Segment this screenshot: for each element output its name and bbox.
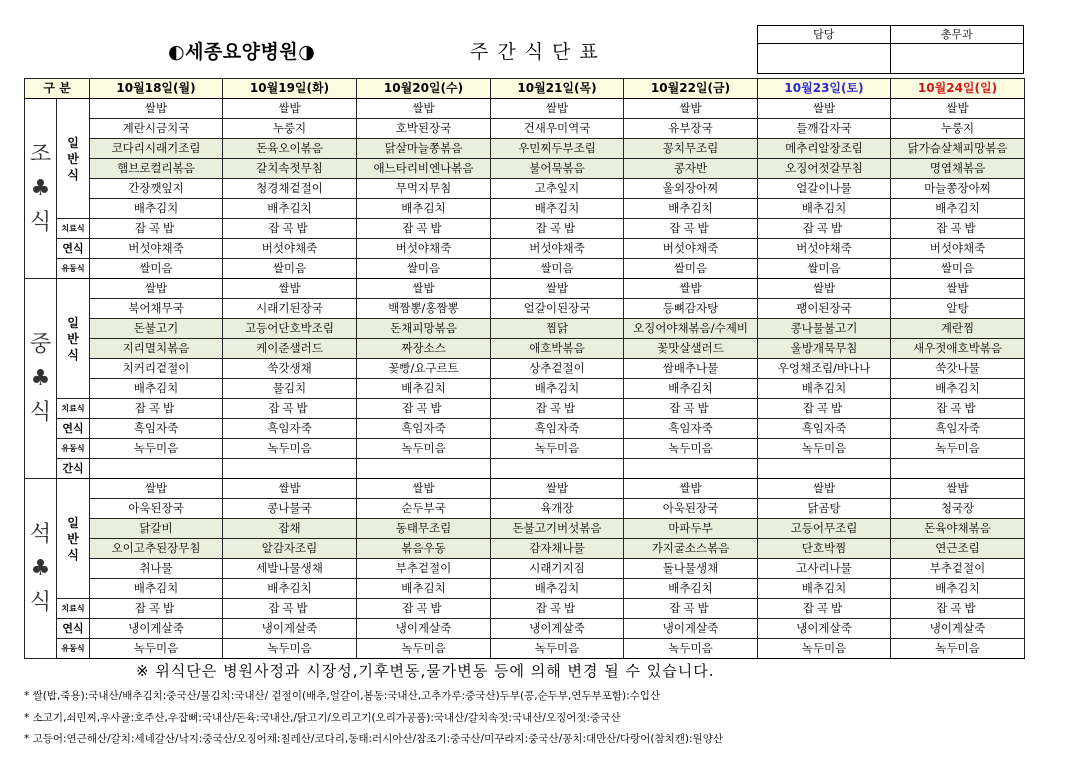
menu-cell: 얼갈이된장국 (491, 299, 624, 319)
menu-cell: 시래기된장국 (223, 299, 357, 319)
meal-label (25, 99, 57, 279)
menu-cell: 닭가슴살채피망볶음 (891, 139, 1025, 159)
menu-cell: 쌀밥 (758, 99, 891, 119)
menu-cell: 코다리시래기조림 (90, 139, 223, 159)
menu-cell: 쑥갓생채 (223, 359, 357, 379)
menu-cell: 간장깻잎지 (90, 179, 223, 199)
menu-cell: 배추김치 (758, 199, 891, 219)
menu-cell: 쌀미음 (891, 259, 1025, 279)
menu-cell: 잡곡밥 (223, 599, 357, 619)
menu-cell: 버섯야채죽 (891, 239, 1025, 259)
menu-cell: 잡곡밥 (624, 219, 758, 239)
day-header-sunday: 10월24일(일) (891, 79, 1025, 99)
menu-cell: 상추겉절이 (491, 359, 624, 379)
menu-cell: 쌀밥 (891, 479, 1025, 499)
menu-cell: 쌀밥 (891, 279, 1025, 299)
menu-cell: 배추김치 (624, 379, 758, 399)
menu-cell: 잡곡밥 (90, 399, 223, 419)
menu-row (25, 319, 1025, 339)
menu-cell: 오이고추된장무침 (90, 539, 223, 559)
menu-cell: 배추김치 (624, 199, 758, 219)
menu-cell: 명엽채볶음 (891, 159, 1025, 179)
menu-cell: 녹두미음 (624, 439, 758, 459)
menu-cell: 시래기지짐 (491, 559, 624, 579)
menu-cell: 물김치 (223, 379, 357, 399)
menu-cell: 흑임자죽 (758, 419, 891, 439)
menu-cell: 쌀밥 (90, 479, 223, 499)
menu-cell: 녹두미음 (891, 439, 1025, 459)
menu-row (25, 619, 1025, 639)
menu-cell: 배추김치 (758, 379, 891, 399)
menu-cell: 버섯야채죽 (758, 239, 891, 259)
menu-cell: 배추김치 (891, 379, 1025, 399)
menu-cell: 쌀밥 (491, 279, 624, 299)
origin-line: * 쌀(밥,죽용):국내산/배추김치:중국산/물김치:국내산/ 겉절이(배추,얼갈이,봄동:국내산,고추가루:중국산)두부(콩,순두부,연두부포함):수입산 (24, 690, 661, 702)
menu-cell: 무먹지무침 (357, 179, 491, 199)
menu-cell: 콩나물불고기 (758, 319, 891, 339)
menu-cell: 녹두미음 (223, 439, 357, 459)
menu-cell: 닭곰탕 (758, 499, 891, 519)
menu-cell: 쌀밥 (758, 479, 891, 499)
menu-cell: 버섯야채죽 (90, 239, 223, 259)
meal-label-char: 식 (29, 399, 52, 425)
menu-cell: 쌀밥 (891, 99, 1025, 119)
menu-cell: 우민찌두부조림 (491, 139, 624, 159)
menu-row (25, 459, 1025, 479)
menu-cell: 쌀밥 (624, 99, 758, 119)
menu-row (25, 159, 1025, 179)
general-diet-char: 일 (67, 515, 79, 530)
menu-cell: 쑥갓나물 (891, 359, 1025, 379)
menu-cell: 육개장 (491, 499, 624, 519)
menu-cell: 우엉채조림/바나나 (758, 359, 891, 379)
menu-cell: 아욱된장국 (90, 499, 223, 519)
meal-label-char: 식 (29, 589, 52, 615)
menu-cell: 배추김치 (357, 379, 491, 399)
menu-cell: 흑임자죽 (624, 419, 758, 439)
menu-cell: 냉이게살죽 (223, 619, 357, 639)
meal-label (25, 479, 57, 659)
menu-cell: 연근조림 (891, 539, 1025, 559)
menu-cell: 잡곡밥 (624, 399, 758, 419)
menu-cell: 청경채겉절이 (223, 179, 357, 199)
menu-row (25, 219, 1025, 239)
menu-cell: 백짬뽕/홍짬뽕 (357, 299, 491, 319)
menu-cell: 닭갈비 (90, 519, 223, 539)
hospital-title: ◐세종요양병원◑ (168, 41, 316, 63)
menu-row (25, 479, 1025, 499)
day-header: 10월21일(목) (491, 79, 624, 99)
menu-cell (357, 459, 491, 479)
menu-cell: 쌀밥 (624, 279, 758, 299)
menu-cell: 버섯야채죽 (223, 239, 357, 259)
menu-cell: 닭살마늘쫑볶음 (357, 139, 491, 159)
menu-cell: 북어채무국 (90, 299, 223, 319)
diet-type-label: 연식 (57, 419, 90, 439)
menu-cell: 냉이게살죽 (357, 619, 491, 639)
menu-cell: 계란시금치국 (90, 119, 223, 139)
approval-col-2-label: 총무과 (891, 26, 1024, 44)
menu-cell: 잡곡밥 (357, 599, 491, 619)
menu-cell: 얼갈이나물 (758, 179, 891, 199)
meal-label-char: ♣ (30, 175, 51, 201)
approval-col-1-label: 담당 (758, 26, 891, 44)
menu-cell: 들깨감자국 (758, 119, 891, 139)
menu-cell: 알감자조림 (223, 539, 357, 559)
menu-cell: 쌀미음 (491, 259, 624, 279)
menu-cell: 흑임자죽 (357, 419, 491, 439)
menu-row (25, 579, 1025, 599)
menu-cell: 배추김치 (491, 579, 624, 599)
menu-cell: 돈육야채볶음 (891, 519, 1025, 539)
menu-cell: 쌀미음 (624, 259, 758, 279)
menu-cell: 녹두미음 (624, 639, 758, 659)
menu-cell: 메추리알장조림 (758, 139, 891, 159)
menu-cell: 쌀밥 (223, 479, 357, 499)
menu-cell: 오징어야채볶음/수제비 (624, 319, 758, 339)
general-diet-char: 식 (67, 347, 79, 362)
menu-cell: 잡곡밥 (491, 219, 624, 239)
menu-row (25, 539, 1025, 559)
general-diet-char: 반 (67, 151, 79, 166)
menu-cell: 잡곡밥 (223, 399, 357, 419)
menu-row (25, 279, 1025, 299)
menu-cell: 쌀미음 (357, 259, 491, 279)
menu-cell: 청국장 (891, 499, 1025, 519)
menu-cell: 호박된장국 (357, 119, 491, 139)
diet-type-label: 연식 (57, 239, 90, 259)
general-diet-char: 일 (67, 135, 79, 150)
menu-cell: 돌나물생채 (624, 559, 758, 579)
menu-cell: 잡곡밥 (758, 399, 891, 419)
menu-cell: 배추김치 (891, 579, 1025, 599)
menu-cell: 쌀밥 (491, 479, 624, 499)
change-notice: ※ 위식단은 병원사정과 시장성,기후변동,물가변동 등에 의해 변경 될 수 있습니다. (136, 662, 715, 680)
menu-cell: 녹두미음 (891, 639, 1025, 659)
menu-row (25, 259, 1025, 279)
menu-cell: 팽이된장국 (758, 299, 891, 319)
menu-cell: 쌀미음 (223, 259, 357, 279)
menu-row (25, 99, 1025, 119)
corner-label: 구 분 (25, 79, 90, 99)
menu-cell: 배추김치 (491, 379, 624, 399)
meal-label-char: 중 (29, 331, 52, 357)
menu-row (25, 239, 1025, 259)
menu-cell: 배추김치 (223, 199, 357, 219)
menu-cell: 돈육오이볶음 (223, 139, 357, 159)
menu-cell: 잡곡밥 (891, 399, 1025, 419)
menu-cell: 고사리나물 (758, 559, 891, 579)
menu-cell: 녹두미음 (357, 639, 491, 659)
menu-cell (90, 459, 223, 479)
diet-type-label: 유동식 (57, 259, 90, 279)
menu-cell: 녹두미음 (758, 639, 891, 659)
menu-cell: 돈채피망볶음 (357, 319, 491, 339)
menu-row (25, 519, 1025, 539)
approval-col-2-sign (891, 44, 1024, 73)
diet-type-label: 유동식 (57, 639, 90, 659)
menu-cell: 돈불고기버섯볶음 (491, 519, 624, 539)
menu-cell (891, 459, 1025, 479)
menu-cell: 쌀밥 (357, 479, 491, 499)
menu-cell: 쌈배추나물 (624, 359, 758, 379)
menu-cell (223, 459, 357, 479)
day-header: 10월22일(금) (624, 79, 758, 99)
general-diet-label (57, 479, 90, 599)
menu-cell: 잡곡밥 (891, 599, 1025, 619)
menu-cell: 녹두미음 (491, 639, 624, 659)
menu-cell: 누룽지 (891, 119, 1025, 139)
menu-cell: 아욱된장국 (624, 499, 758, 519)
menu-cell: 애느타리비엔나볶음 (357, 159, 491, 179)
menu-row (25, 379, 1025, 399)
menu-cell: 녹두미음 (758, 439, 891, 459)
menu-cell: 잡곡밥 (357, 399, 491, 419)
menu-row (25, 359, 1025, 379)
menu-cell: 쌀밥 (223, 99, 357, 119)
menu-row (25, 559, 1025, 579)
diet-type-label: 치료식 (57, 219, 90, 239)
diet-type-label: 간식 (57, 459, 90, 479)
meal-label-char: ♣ (30, 365, 51, 391)
menu-cell: 배추김치 (90, 579, 223, 599)
approval-col-1-sign (758, 44, 891, 73)
menu-row (25, 419, 1025, 439)
menu-cell (758, 459, 891, 479)
menu-cell: 잡곡밥 (758, 219, 891, 239)
menu-cell: 쌀밥 (491, 99, 624, 119)
menu-cell: 콩자반 (624, 159, 758, 179)
menu-cell: 꽃빵/요구르트 (357, 359, 491, 379)
menu-cell: 냉이게살죽 (891, 619, 1025, 639)
menu-row (25, 639, 1025, 659)
menu-cell: 찜닭 (491, 319, 624, 339)
menu-cell: 울외장아찌 (624, 179, 758, 199)
menu-cell: 잡곡밥 (223, 219, 357, 239)
menu-row (25, 339, 1025, 359)
menu-cell: 배추김치 (223, 579, 357, 599)
menu-cell: 녹두미음 (223, 639, 357, 659)
general-diet-char: 반 (67, 531, 79, 546)
menu-cell: 돈불고기 (90, 319, 223, 339)
menu-cell: 흑임자죽 (891, 419, 1025, 439)
menu-cell: 녹두미음 (357, 439, 491, 459)
menu-cell: 애호박볶음 (491, 339, 624, 359)
menu-cell: 새우젓애호박볶음 (891, 339, 1025, 359)
meal-label-char: 석 (29, 521, 52, 547)
menu-row (25, 399, 1025, 419)
menu-cell: 쌀밥 (357, 99, 491, 119)
menu-cell: 쌀미음 (758, 259, 891, 279)
menu-cell: 쌀밥 (624, 479, 758, 499)
approval-box (757, 25, 1024, 74)
meal-label-char: ♣ (30, 555, 51, 581)
meal-label-char: 식 (29, 209, 52, 235)
menu-cell: 잡곡밥 (90, 219, 223, 239)
menu-cell: 세발나물생채 (223, 559, 357, 579)
menu-cell: 배추김치 (90, 199, 223, 219)
menu-cell: 잡곡밥 (491, 399, 624, 419)
menu-cell: 누룽지 (223, 119, 357, 139)
menu-cell: 취나물 (90, 559, 223, 579)
menu-cell: 잡곡밥 (491, 599, 624, 619)
menu-cell: 배추김치 (624, 579, 758, 599)
menu-row (25, 439, 1025, 459)
menu-cell: 잡곡밥 (624, 599, 758, 619)
menu-table (24, 78, 1025, 659)
menu-cell: 볶음우동 (357, 539, 491, 559)
menu-row (25, 119, 1025, 139)
menu-cell: 흑임자죽 (491, 419, 624, 439)
menu-cell: 건새우미역국 (491, 119, 624, 139)
menu-cell: 치커리겉절이 (90, 359, 223, 379)
menu-cell: 감자채나물 (491, 539, 624, 559)
menu-cell: 냉이게살죽 (491, 619, 624, 639)
menu-cell: 계란찜 (891, 319, 1025, 339)
general-diet-char: 반 (67, 331, 79, 346)
day-header-saturday: 10월23일(토) (758, 79, 891, 99)
weekly-menu-title: 주간식단표 (470, 41, 607, 63)
menu-cell: 부추겉절이 (357, 559, 491, 579)
menu-row (25, 299, 1025, 319)
menu-cell: 냉이게살죽 (758, 619, 891, 639)
menu-cell: 잡곡밥 (357, 219, 491, 239)
menu-cell: 배추김치 (491, 199, 624, 219)
origin-line: * 고등어:연근해산/갈치:세네갈산/낙지:중국산/오징어채:칠레산/코다리,동태:러시아산/참조기:중국산/미꾸라지:중국산/꽁치:대만산/다랑어(참치캔):원양산 (24, 733, 723, 745)
menu-cell: 냉이게살죽 (624, 619, 758, 639)
menu-cell: 쌀밥 (758, 279, 891, 299)
menu-cell: 쌀밥 (90, 99, 223, 119)
general-diet-char: 일 (67, 315, 79, 330)
menu-cell: 흑임자죽 (223, 419, 357, 439)
menu-cell: 배추김치 (90, 379, 223, 399)
origin-line: * 소고기,쇠민찌,우사골:호주산,우잡뼈:국내산/돈육:국내산,/닭고기/오리고기(오리가공품):국내산/갈치속젓:국내산/오징어젓:중국산 (24, 712, 621, 724)
menu-cell: 배추김치 (758, 579, 891, 599)
general-diet-label (57, 99, 90, 219)
menu-cell: 부추겉절이 (891, 559, 1025, 579)
menu-cell: 짜장소스 (357, 339, 491, 359)
menu-cell: 쌀미음 (90, 259, 223, 279)
menu-cell: 고등어무조림 (758, 519, 891, 539)
menu-cell: 마늘쫑장아찌 (891, 179, 1025, 199)
menu-cell: 잡곡밥 (891, 219, 1025, 239)
menu-cell: 마파두부 (624, 519, 758, 539)
diet-type-label: 유동식 (57, 439, 90, 459)
menu-cell: 녹두미음 (491, 439, 624, 459)
menu-row (25, 499, 1025, 519)
menu-cell: 배추김치 (357, 579, 491, 599)
menu-cell: 케이준샐러드 (223, 339, 357, 359)
menu-cell: 콩나물국 (223, 499, 357, 519)
menu-cell: 쌀밥 (223, 279, 357, 299)
menu-cell: 울방개묵무침 (758, 339, 891, 359)
menu-cell: 배추김치 (357, 199, 491, 219)
meal-label-char: 조 (29, 141, 52, 167)
menu-cell: 갈치속젓무침 (223, 159, 357, 179)
menu-cell: 잡곡밥 (758, 599, 891, 619)
general-diet-char: 식 (67, 547, 79, 562)
menu-cell: 녹두미음 (90, 439, 223, 459)
menu-row (25, 199, 1025, 219)
menu-row (25, 179, 1025, 199)
menu-cell: 냉이게살죽 (90, 619, 223, 639)
day-header: 10월20일(수) (357, 79, 491, 99)
header-row (25, 79, 1025, 99)
menu-cell: 유부장국 (624, 119, 758, 139)
diet-type-label: 치료식 (57, 399, 90, 419)
menu-cell: 녹두미음 (90, 639, 223, 659)
general-diet-label (57, 279, 90, 399)
meal-label (25, 279, 57, 479)
menu-cell (491, 459, 624, 479)
menu-cell: 버섯야채죽 (624, 239, 758, 259)
menu-cell: 고추잎지 (491, 179, 624, 199)
general-diet-char: 식 (67, 167, 79, 182)
menu-cell: 버섯야채죽 (357, 239, 491, 259)
menu-cell: 햄브로컬리볶음 (90, 159, 223, 179)
diet-type-label: 연식 (57, 619, 90, 639)
menu-cell: 꽃맛살샐러드 (624, 339, 758, 359)
diet-type-label: 치료식 (57, 599, 90, 619)
day-header: 10월18일(월) (90, 79, 223, 99)
menu-cell: 배추김치 (891, 199, 1025, 219)
menu-cell: 잡곡밥 (90, 599, 223, 619)
menu-cell: 잡채 (223, 519, 357, 539)
menu-cell: 쌀밥 (90, 279, 223, 299)
menu-cell: 지리멸치볶음 (90, 339, 223, 359)
menu-cell: 등뼈감자탕 (624, 299, 758, 319)
menu-cell (624, 459, 758, 479)
menu-cell: 흑임자죽 (90, 419, 223, 439)
menu-cell: 불어묵볶음 (491, 159, 624, 179)
menu-cell: 알탕 (891, 299, 1025, 319)
menu-cell: 고등어단호박조림 (223, 319, 357, 339)
menu-cell: 단호박찜 (758, 539, 891, 559)
day-header: 10월19일(화) (223, 79, 357, 99)
menu-cell: 꽁치무조림 (624, 139, 758, 159)
menu-cell: 동태무조림 (357, 519, 491, 539)
menu-cell: 순두부국 (357, 499, 491, 519)
menu-row (25, 139, 1025, 159)
menu-row (25, 599, 1025, 619)
menu-cell: 버섯야채죽 (491, 239, 624, 259)
menu-cell: 오징어젓갈무침 (758, 159, 891, 179)
menu-cell: 쌀밥 (357, 279, 491, 299)
menu-cell: 가지굴소스볶음 (624, 539, 758, 559)
